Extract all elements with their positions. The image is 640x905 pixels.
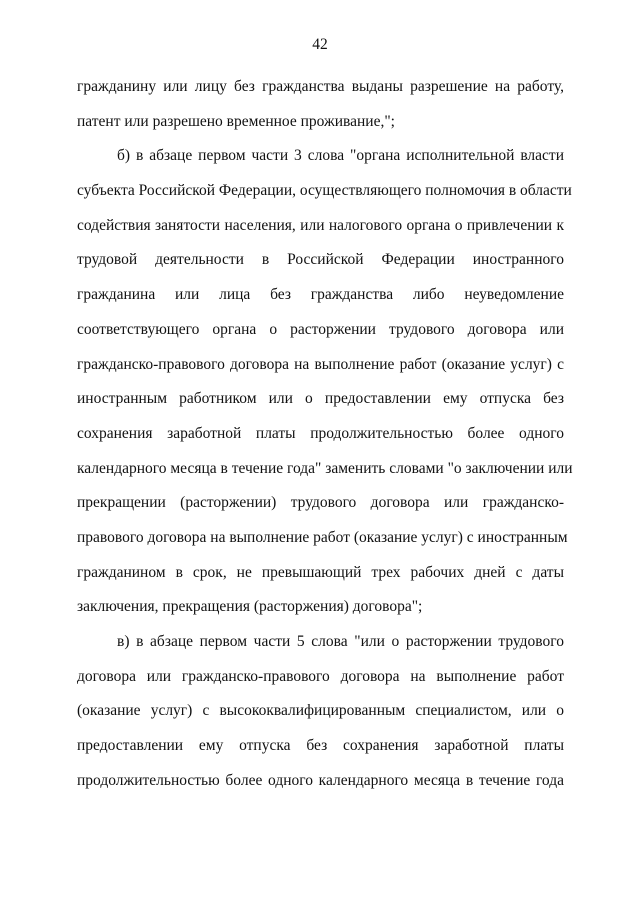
text-line: заключения, прекращения (расторжения) договора"; — [77, 598, 423, 616]
text-line: субъекта Российской Федерации, осуществляющего полномочия в области — [77, 182, 572, 200]
text-line: (оказание услуг) с высококвалифицированным специалистом, или о — [77, 702, 564, 720]
text-line: продолжительностью более одного календарного месяца в течение года — [77, 771, 564, 789]
text-line: гражданину или лицу без гражданства выданы разрешение на работу, — [77, 78, 564, 95]
text-line: трудовой деятельности в Российской Федерации иностранного — [77, 251, 564, 269]
text-line: гражданско-правового договора на выполнение работ (оказание услуг) с — [77, 355, 564, 373]
text-line: правового договора на выполнение работ (оказание услуг) с иностранным — [77, 528, 568, 546]
text-line: б) в абзаце первом части 3 слова "органа исполнительной власти — [117, 147, 564, 165]
text-line: патент или разрешено временное проживание,"; — [77, 112, 395, 130]
text-line: содействия занятости населения, или налогового органа о привлечении к — [77, 216, 564, 234]
text-line: предоставлении ему отпуска без сохранения заработной платы — [77, 737, 564, 755]
text-line: соответствующего органа о расторжении трудового договора или — [77, 320, 564, 338]
text-line: договора или гражданско-правового договора на выполнение работ — [77, 667, 564, 685]
text-line: сохранения заработной платы продолжительностью более одного — [77, 424, 564, 442]
text-line: прекращении (расторжении) трудового договора или гражданско- — [77, 494, 564, 512]
text-line: в) в абзаце первом части 5 слова "или о расторжении трудового — [117, 633, 564, 650]
text-line: гражданина или лица без гражданства либо неуведомление — [77, 286, 564, 304]
body-text — [77, 70, 573, 798]
text-line: иностранным работником или о предоставлении ему отпуска без — [77, 390, 564, 408]
text-line: гражданином в срок, не превышающий трех рабочих дней с даты — [77, 563, 564, 581]
page-number: 42 — [312, 36, 328, 53]
text-line: календарного месяца в течение года" заменить словами "о заключении или — [77, 459, 573, 477]
